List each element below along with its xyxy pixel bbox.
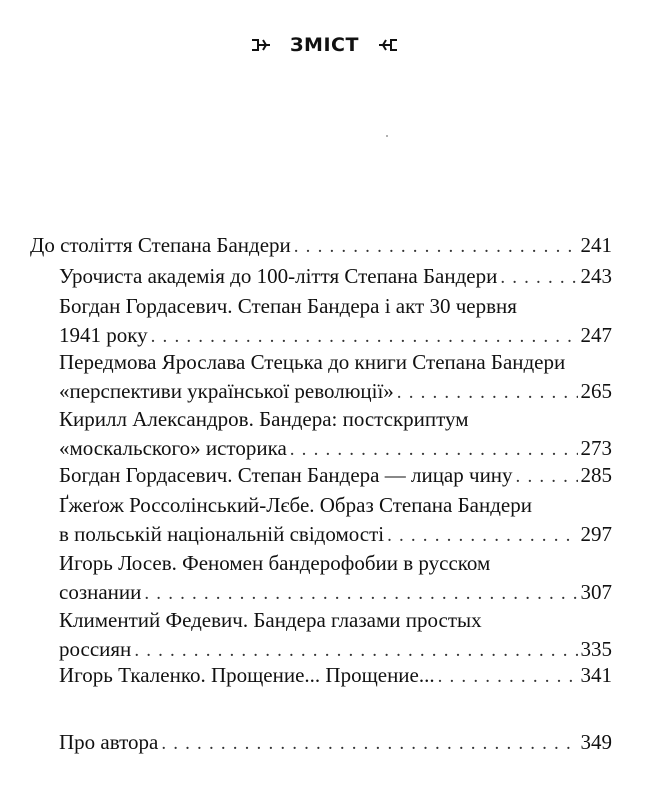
toc-entry-title: Климентий Федевич. Бандера глазами простых xyxy=(59,608,482,632)
dot-leader xyxy=(397,378,578,407)
toc-entry-title: До століття Степана Бандери xyxy=(30,233,291,257)
toc-entry-title-cont: сознании xyxy=(59,580,142,604)
toc-page-number: 247 xyxy=(580,323,612,347)
toc-entry[interactable] xyxy=(59,461,612,491)
toc-entry[interactable] xyxy=(59,661,612,691)
toc-entry-title-cont: 1941 року xyxy=(59,323,148,347)
toc-page-number: 297 xyxy=(580,522,612,546)
toc-entry-title: Игорь Лосев. Феномен бандерофобии в русском xyxy=(59,551,491,575)
toc-entry-main[interactable] xyxy=(30,231,612,261)
paper-speck xyxy=(386,135,388,137)
toc-entry-title: Кирилл Александров. Бандера: постскриптум xyxy=(59,407,469,431)
contents-header xyxy=(0,34,649,56)
ornament-left-icon xyxy=(250,37,272,53)
toc-entry-about[interactable] xyxy=(59,728,612,758)
dot-leader xyxy=(438,662,578,691)
dot-leader xyxy=(294,232,578,261)
dot-leader xyxy=(290,435,578,464)
toc-entry[interactable] xyxy=(59,405,612,464)
dot-leader xyxy=(151,322,578,351)
dot-leader xyxy=(516,462,578,491)
toc-entry[interactable] xyxy=(59,348,612,407)
toc-entry-title: Богдан Гордасевич. Степан Бандера — лицар чину xyxy=(59,463,513,487)
toc-entry-title: Игорь Ткаленко. Прощение... Прощение... xyxy=(59,663,435,687)
toc-entry-title-cont: в польській національній свідомості xyxy=(59,522,385,546)
toc-page-number: 307 xyxy=(580,580,612,604)
toc-entry[interactable] xyxy=(59,549,612,608)
toc-page-number: 335 xyxy=(580,637,612,661)
toc-page-number: 341 xyxy=(580,663,612,687)
toc-page-number: 243 xyxy=(580,264,612,288)
toc-page-number: 273 xyxy=(580,436,612,460)
toc-page-number: 265 xyxy=(580,379,612,403)
toc-entry[interactable] xyxy=(59,292,612,351)
toc-page-number: 241 xyxy=(580,233,612,257)
toc-entry[interactable] xyxy=(59,262,612,292)
toc-page-number: 285 xyxy=(580,463,612,487)
toc-entry[interactable] xyxy=(59,606,612,665)
toc-entry-title-cont: «москальского» историка xyxy=(59,436,287,460)
page-title: ЗМІСТ xyxy=(290,34,359,56)
toc-entry-title-cont: россиян xyxy=(59,637,132,661)
toc-entry[interactable] xyxy=(59,491,612,550)
dot-leader xyxy=(161,729,577,758)
dot-leader xyxy=(387,521,577,550)
ornament-right-icon xyxy=(377,37,399,53)
toc-entry-title-cont: «перспективи української революції» xyxy=(59,379,394,403)
toc-entry-title: Ґжеґож Россолінський-Лєбе. Образ Степана Бандери xyxy=(59,493,532,517)
dot-leader xyxy=(144,579,577,608)
toc-page-number: 349 xyxy=(580,730,612,754)
toc-entry-title: Передмова Ярослава Стецька до книги Степана Бандери xyxy=(59,350,566,374)
toc-entry-title: Урочиста академія до 100-ліття Степана Бандери xyxy=(59,264,498,288)
toc-entry-title: Про автора xyxy=(59,730,159,754)
toc-entry-title: Богдан Гордасевич. Степан Бандера і акт 30 червня xyxy=(59,294,517,318)
dot-leader xyxy=(500,263,577,292)
